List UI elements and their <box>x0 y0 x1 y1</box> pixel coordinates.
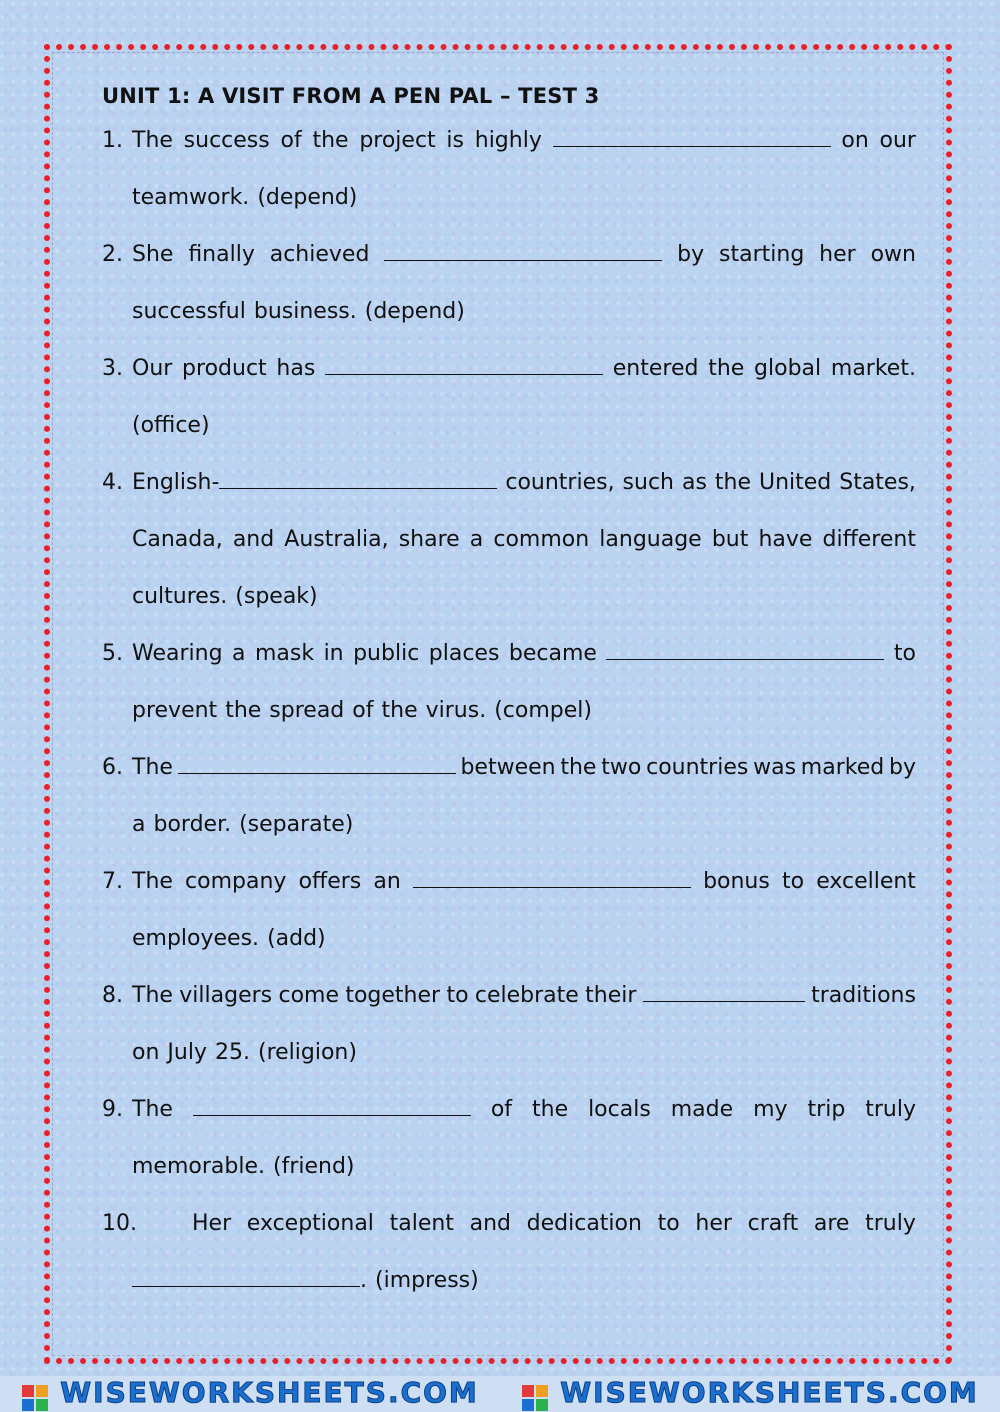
question-number: 5. <box>102 641 123 666</box>
question-word: spread <box>269 698 345 723</box>
question-word: the <box>312 128 349 153</box>
question-word: to <box>446 983 469 1008</box>
blank-line[interactable] <box>643 977 805 1002</box>
question-word: cultures. <box>132 584 228 609</box>
question-word: finally <box>188 242 255 267</box>
question-word: (speak) <box>235 584 318 609</box>
question-word: market. <box>830 356 916 381</box>
footer-watermark <box>0 1376 1000 1412</box>
question-word: our <box>879 128 916 153</box>
question-word: (office) <box>132 413 210 438</box>
question-line <box>102 112 916 169</box>
blank-line[interactable] <box>193 1091 471 1116</box>
question-word: July <box>167 1040 207 1065</box>
question-word: the <box>708 356 745 381</box>
question-word: teamwork. <box>132 185 250 210</box>
question-line <box>102 454 916 511</box>
question-word: (add) <box>267 926 326 951</box>
blank-line[interactable] <box>606 635 884 660</box>
brand-text: WISEWORKSHEETS.COM <box>560 1376 979 1410</box>
question-word: The <box>132 983 173 1008</box>
question-word: is <box>446 128 464 153</box>
question-word: countries, <box>505 470 615 495</box>
question-word: to <box>657 1211 680 1236</box>
question-word: Our <box>132 356 173 381</box>
question-word: to <box>781 869 805 894</box>
question-word: virus. <box>425 698 487 723</box>
question-line <box>102 682 916 739</box>
question-list <box>102 112 916 1309</box>
question-word: border. <box>153 812 232 837</box>
answer-blank[interactable] <box>606 625 884 682</box>
question-word: and <box>469 1211 511 1236</box>
question-word: traditions <box>811 983 916 1008</box>
question-word: (depend) <box>257 185 358 210</box>
answer-blank[interactable]: English- <box>132 454 497 511</box>
question-line <box>102 1138 916 1195</box>
question-word: places <box>428 641 500 666</box>
wise-logo-icon <box>21 1384 49 1412</box>
question-word: craft <box>747 1211 799 1236</box>
question-word: offers <box>298 869 362 894</box>
question-word: a <box>132 812 146 837</box>
question-line <box>102 625 916 682</box>
question-number: 10. <box>102 1211 137 1236</box>
question-word: in <box>323 641 344 666</box>
question-line <box>102 397 916 454</box>
question-word: villagers <box>179 983 273 1008</box>
question-line <box>102 967 916 1024</box>
question-word: Wearing <box>132 641 223 666</box>
question-line <box>102 853 916 910</box>
question-word: was <box>753 755 797 780</box>
question-item <box>102 454 916 625</box>
wise-logo-icon <box>521 1384 549 1412</box>
question-word: The <box>132 128 173 153</box>
question-word: The <box>132 755 173 780</box>
question-word: (religion) <box>257 1040 357 1065</box>
question-word: project <box>359 128 436 153</box>
answer-blank[interactable] <box>325 340 603 397</box>
question-word: celebrate <box>474 983 579 1008</box>
question-number: 6. <box>102 755 123 780</box>
question-word: Australia, <box>284 527 389 552</box>
brand-logo-right <box>521 1376 979 1412</box>
question-word: prevent <box>132 698 218 723</box>
question-word: together <box>345 983 441 1008</box>
brand-logo-left <box>21 1376 479 1412</box>
question-word: two <box>601 755 642 780</box>
question-word: made <box>670 1097 734 1122</box>
question-word: (compel) <box>494 698 592 723</box>
question-line <box>102 910 916 967</box>
question-word: achieved <box>269 242 370 267</box>
question-word: their <box>585 983 637 1008</box>
question-word: her <box>695 1211 732 1236</box>
question-line <box>102 1024 916 1081</box>
blank-line[interactable] <box>219 464 497 489</box>
blank-line[interactable] <box>384 236 662 261</box>
question-word: Canada, <box>132 527 223 552</box>
question-word: a <box>469 527 484 552</box>
question-word: by <box>677 242 705 267</box>
question-word: her <box>819 242 856 267</box>
question-word: of <box>280 128 302 153</box>
question-word: business. <box>253 299 357 324</box>
question-word: locals <box>588 1097 651 1122</box>
question-number: 8. <box>102 983 123 1008</box>
question-word: Her <box>192 1211 232 1236</box>
question-item <box>102 226 916 340</box>
question-word: truly <box>865 1211 916 1236</box>
question-word: has <box>276 356 316 381</box>
question-word: but <box>711 527 749 552</box>
question-number: 3. <box>102 356 123 381</box>
blank-line[interactable] <box>132 1262 360 1287</box>
question-word: public <box>353 641 420 666</box>
question-word: States, <box>839 470 916 495</box>
question-word: entered <box>612 356 699 381</box>
question-word: success <box>183 128 270 153</box>
question-line <box>102 169 916 226</box>
question-word: exceptional <box>246 1211 374 1236</box>
blank-line[interactable] <box>413 863 691 888</box>
question-item <box>102 112 916 226</box>
question-word: on <box>132 1040 160 1065</box>
question-word: of <box>490 1097 513 1122</box>
question-word: (separate) <box>239 812 354 837</box>
question-word: bonus <box>703 869 770 894</box>
answer-blank[interactable] <box>553 112 831 169</box>
question-word: and <box>232 527 275 552</box>
question-item <box>102 967 916 1081</box>
question-item <box>102 340 916 454</box>
question-line <box>102 283 916 340</box>
question-word: (impress) <box>375 1268 479 1293</box>
question-word: product <box>182 356 267 381</box>
question-number: 1. <box>102 128 123 153</box>
question-word: global <box>754 356 822 381</box>
question-item <box>102 739 916 853</box>
answer-blank[interactable]: . <box>132 1252 367 1309</box>
question-line <box>102 796 916 853</box>
question-word: The <box>132 869 173 894</box>
question-line <box>102 1252 916 1309</box>
question-line <box>102 226 916 283</box>
question-word: such <box>622 470 674 495</box>
question-word: own <box>870 242 916 267</box>
question-word: United <box>758 470 832 495</box>
question-word: highly <box>474 128 542 153</box>
question-line <box>102 340 916 397</box>
question-line <box>102 739 916 796</box>
question-word: the <box>714 470 751 495</box>
question-word: became <box>508 641 597 666</box>
question-word: dedication <box>526 1211 642 1236</box>
question-word: company <box>185 869 287 894</box>
question-word: truly <box>865 1097 916 1122</box>
question-word: the <box>225 698 262 723</box>
question-number: 9. <box>102 1097 123 1122</box>
question-word: between <box>460 755 556 780</box>
question-word: the <box>560 755 597 780</box>
question-word: different <box>822 527 916 552</box>
question-word: the <box>381 698 418 723</box>
question-word: employees. <box>132 926 260 951</box>
question-word: mask <box>254 641 315 666</box>
question-word: The <box>132 1097 173 1122</box>
question-word: share <box>398 527 460 552</box>
question-item <box>102 853 916 967</box>
question-word: common <box>493 527 590 552</box>
question-number: 7. <box>102 869 123 894</box>
question-word: successful <box>132 299 246 324</box>
answer-blank[interactable] <box>384 226 662 283</box>
question-word: as <box>681 470 707 495</box>
worksheet <box>102 80 916 1309</box>
question-word: excellent <box>816 869 916 894</box>
blank-line[interactable] <box>178 749 456 774</box>
question-word: language <box>599 527 702 552</box>
answer-blank[interactable] <box>413 853 691 910</box>
question-word: a <box>232 641 246 666</box>
question-word: on <box>841 128 869 153</box>
worksheet-title: UNIT 1: A VISIT FROM A PEN PAL – TEST 3 <box>102 84 600 108</box>
question-word: marked <box>800 755 885 780</box>
question-word: memorable. <box>132 1154 265 1179</box>
question-word: (friend) <box>273 1154 355 1179</box>
question-word: She <box>132 242 174 267</box>
answer-blank[interactable] <box>178 739 456 796</box>
question-word: the <box>532 1097 569 1122</box>
question-word: are <box>813 1211 850 1236</box>
answer-blank[interactable] <box>643 967 805 1024</box>
question-word: by <box>888 755 916 780</box>
question-word: have <box>758 527 813 552</box>
blank-line[interactable] <box>325 350 603 375</box>
answer-blank[interactable] <box>193 1081 471 1138</box>
question-number: 2. <box>102 242 123 267</box>
question-word: starting <box>719 242 805 267</box>
question-word: talent <box>389 1211 454 1236</box>
question-word: an <box>373 869 401 894</box>
brand-text: WISEWORKSHEETS.COM <box>60 1376 479 1410</box>
question-line <box>102 1195 916 1252</box>
question-item <box>102 625 916 739</box>
question-line <box>102 568 916 625</box>
question-word: (depend) <box>364 299 465 324</box>
question-number: 4. <box>102 470 123 495</box>
blank-line[interactable] <box>553 122 831 147</box>
question-word: come <box>278 983 339 1008</box>
question-item <box>102 1081 916 1195</box>
question-word: of <box>352 698 374 723</box>
question-word: my <box>753 1097 788 1122</box>
question-line <box>102 1081 916 1138</box>
question-line <box>102 511 916 568</box>
question-word: 25. <box>214 1040 250 1065</box>
question-item <box>102 1195 916 1309</box>
question-word: countries <box>646 755 749 780</box>
question-word: trip <box>807 1097 846 1122</box>
question-word: to <box>893 641 916 666</box>
